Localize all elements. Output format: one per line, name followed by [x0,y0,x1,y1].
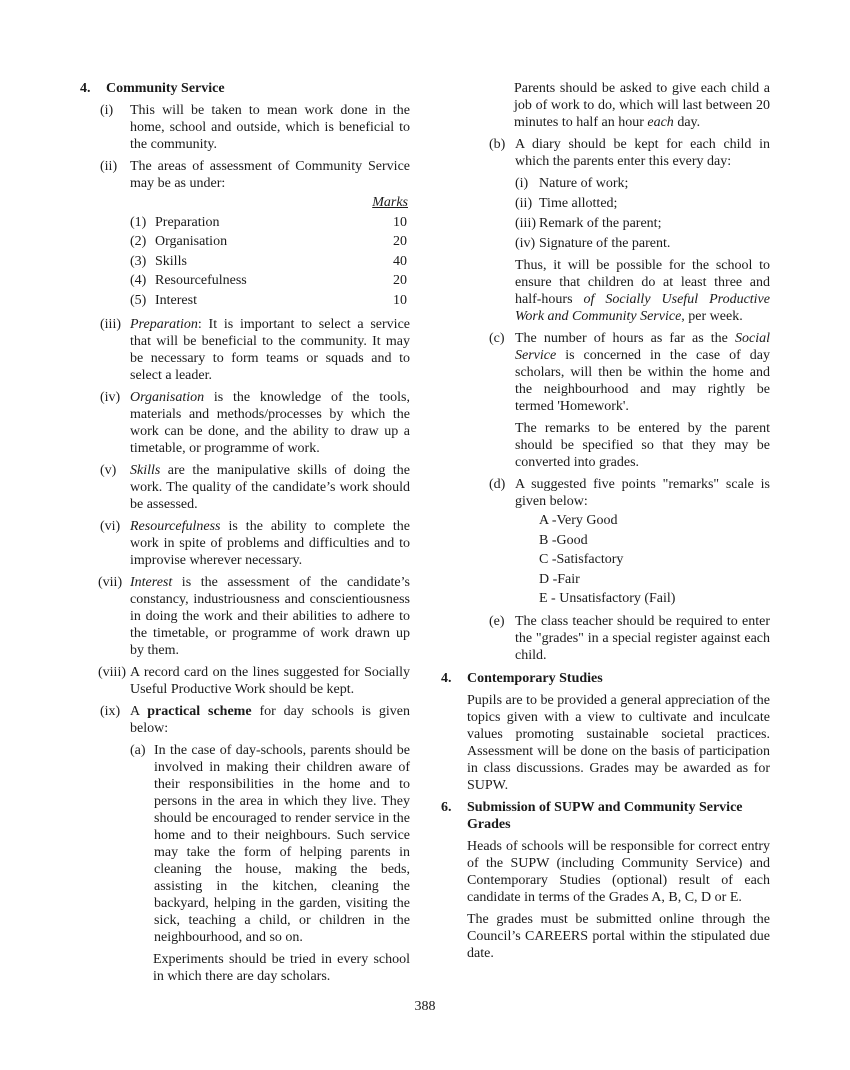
diary-item [441,215,770,232]
item-label: (a) [130,743,146,758]
item-text: are the manipulative skills of doing the work. The quality of the candidate’s work should be assessed. [130,463,410,512]
item-text: Nature of work; [539,176,629,191]
item-label: (iii) [100,317,121,332]
item-term: Organisation [130,390,205,405]
item-text: for day schools is given below: [130,704,410,736]
row-name: Preparation [155,214,220,230]
item-term: Skills [130,463,161,478]
diary-item [441,175,770,192]
item-label: (i) [515,176,529,191]
table-row [130,292,410,312]
right-column [441,80,770,967]
list-item-iii [80,316,410,384]
list-item-c [441,330,770,415]
contemporary-paragraph: Pupils are to be provided a general appreciation of the topics given with a view to cultivate and inculcate values promoting sustainable societal practices. Assessment will be done on the basis of participation in class discussions. Grades may be awarded as for SUPW. [467,692,770,793]
item-label: (i) [100,103,114,118]
list-item-i [80,102,410,153]
row-marks: 10 [393,214,407,230]
item-term: Interest [130,575,173,590]
row-marks: 10 [393,292,407,308]
row-number: (1) [130,214,147,230]
experiments-paragraph: Experiments should be tried in every school in which there are day scholars. [153,952,410,984]
item-label: (ii) [515,196,533,211]
list-item-ii [80,158,410,192]
section-number: 6. [441,799,452,815]
item-label: (v) [100,463,117,478]
list-item-d [441,476,770,510]
grade-item: A -Very Good [539,513,618,528]
item-label: (iv) [515,236,536,251]
list-item-ix [80,703,410,737]
item-text: is the knowledge of the tools, materials and methods/processes by which the work can be done, and the ability to draw up a timetable, or programme of work. [130,390,410,456]
item-label: (d) [489,477,506,492]
item-text: A record card on the lines suggested for Socially Useful Productive Work should be kept. [130,665,410,697]
marks-column-header: Marks [372,195,408,210]
list-item-b [441,136,770,170]
section-number: 4. [80,81,91,96]
grades-submission-paragraph: The grades must be submitted online through the Council’s CAREERS portal within the stipulated due date. [467,911,770,961]
row-marks: 40 [393,253,407,269]
paragraph-emphasis: each [647,115,674,130]
list-item-vi [80,518,410,569]
list-item-viii [80,664,410,698]
item-label: (ii) [100,159,118,174]
list-item-vii [80,574,410,659]
row-name: Organisation [155,234,228,249]
row-number: (4) [130,273,147,288]
row-name: Interest [155,292,197,308]
heads-paragraph: Heads of schools will be responsible for correct entry of the SUPW (including Community Service) and Contemporary Studies (optional) result of each candidate in terms of the Grades A, B, C, D or E. [467,838,770,905]
section-number: 4. [441,670,452,686]
thus-paragraph [441,257,770,325]
item-text: is concerned in the case of day scholars, will then be within the home and the neighbourhood and may rightly be termed 'Homework'. [515,348,770,414]
section-title: Submission of SUPW and Community Service Grades [467,799,743,832]
list-item-iv [80,389,410,457]
table-row [130,253,410,273]
remarks-paragraph: The remarks to be entered by the parent should be specified so that they may be converted into grades. [515,421,770,470]
row-name: Resourcefulness [155,273,247,288]
item-text: is the ability to complete the work in spite of problems and difficulties and to improvise wherever necessary. [130,519,410,568]
item-emphasis: Social Service [515,331,770,363]
left-column [80,80,410,990]
list-item-e [441,613,770,664]
section-heading-contemporary-studies [441,670,770,687]
diary-item [441,235,770,252]
item-text: The class teacher should be required to enter the "grades" in a special register against each child. [515,613,770,663]
item-label: (iv) [100,390,121,405]
grade-item: C -Satisfactory [539,552,624,567]
paragraph-text: Thus, it will be possible for the school to ensure that children do at least three and half-hours [515,258,770,307]
item-label: (iii) [515,216,536,231]
paragraph-text: day. [673,115,701,130]
item-term: Resourcefulness [130,519,221,534]
grade-item: E - Unsatisfactory (Fail) [539,591,676,606]
paragraph-emphasis: of Socially Useful Productive Work and Community Service [515,292,770,324]
item-label: (vii) [98,575,123,590]
grade-item: B -Good [539,532,588,548]
item-text: A diary should be kept for each child in which the parents enter this every day: [515,137,770,169]
marks-table [130,194,410,311]
section-title: Contemporary Studies [467,670,603,686]
grade-item: D -Fair [539,571,580,587]
row-number: (5) [130,292,147,308]
item-bold-term: practical scheme [147,704,252,719]
item-text: A suggested five points "remarks" scale is given below: [515,477,770,509]
section-title: Community Service [106,81,225,96]
page-number: 388 [414,999,436,1014]
item-label: (ix) [100,704,121,719]
item-text: Time allotted; [539,196,618,211]
item-label: (c) [489,331,505,346]
row-name: Skills [155,253,187,269]
list-item-a [80,742,410,946]
row-marks: 20 [393,234,407,249]
item-text: The areas of assessment of Community Service may be as under: [130,159,410,191]
list-item-v [80,462,410,513]
item-text: In the case of day-schools, parents should be involved in making their children aware of their responsibilities in the home and to persons in the area in which they live. They should be encouraged to render service in the home and to their neighbours. Such service may take the form of helping parents in cleaning the house, making the beds, assisting in the kitchen, cleaning the backyard, helping in the garden, visiting the sick, teaching a child, or children in the neighbourhood, and so on. [154,743,410,945]
item-label: (viii) [98,665,126,680]
grade-scale [441,512,770,610]
section-heading-submission [441,799,770,833]
table-row [130,272,410,292]
row-number: (2) [130,234,147,249]
table-row [130,214,410,234]
item-text: Signature of the parent. [539,236,671,251]
paragraph-text: Parents should be asked to give each child a job of work to do, which will last between 20 minutes to half an hour [514,81,770,130]
paragraph-text: , per week. [681,309,743,324]
item-text: Remark of the parent; [539,216,662,231]
marks-header-row [130,194,410,214]
item-label: (e) [489,613,505,629]
item-term: Preparation [130,317,198,332]
item-text: The number of hours as far as the [515,331,735,346]
item-text: : It is important to select a service that will be beneficial to the community. It may be necessary to form teams or squads and to select a leader. [130,317,410,383]
parents-paragraph [441,80,770,131]
item-text: This will be taken to mean work done in the home, school and outside, which is beneficial to the community. [130,103,410,152]
item-label: (vi) [100,519,121,534]
item-text: A [130,704,148,719]
row-number: (3) [130,253,147,269]
item-text: is the assessment of the candidate’s constancy, industriousness and conscientiousness in doing the work and their abilities to adhere to the timetable, or programme of work drawn up by them. [130,575,410,658]
section-heading-community-service [80,80,410,97]
row-marks: 20 [393,273,407,288]
diary-item [441,195,770,212]
item-label: (b) [489,137,506,152]
table-row [130,233,410,253]
